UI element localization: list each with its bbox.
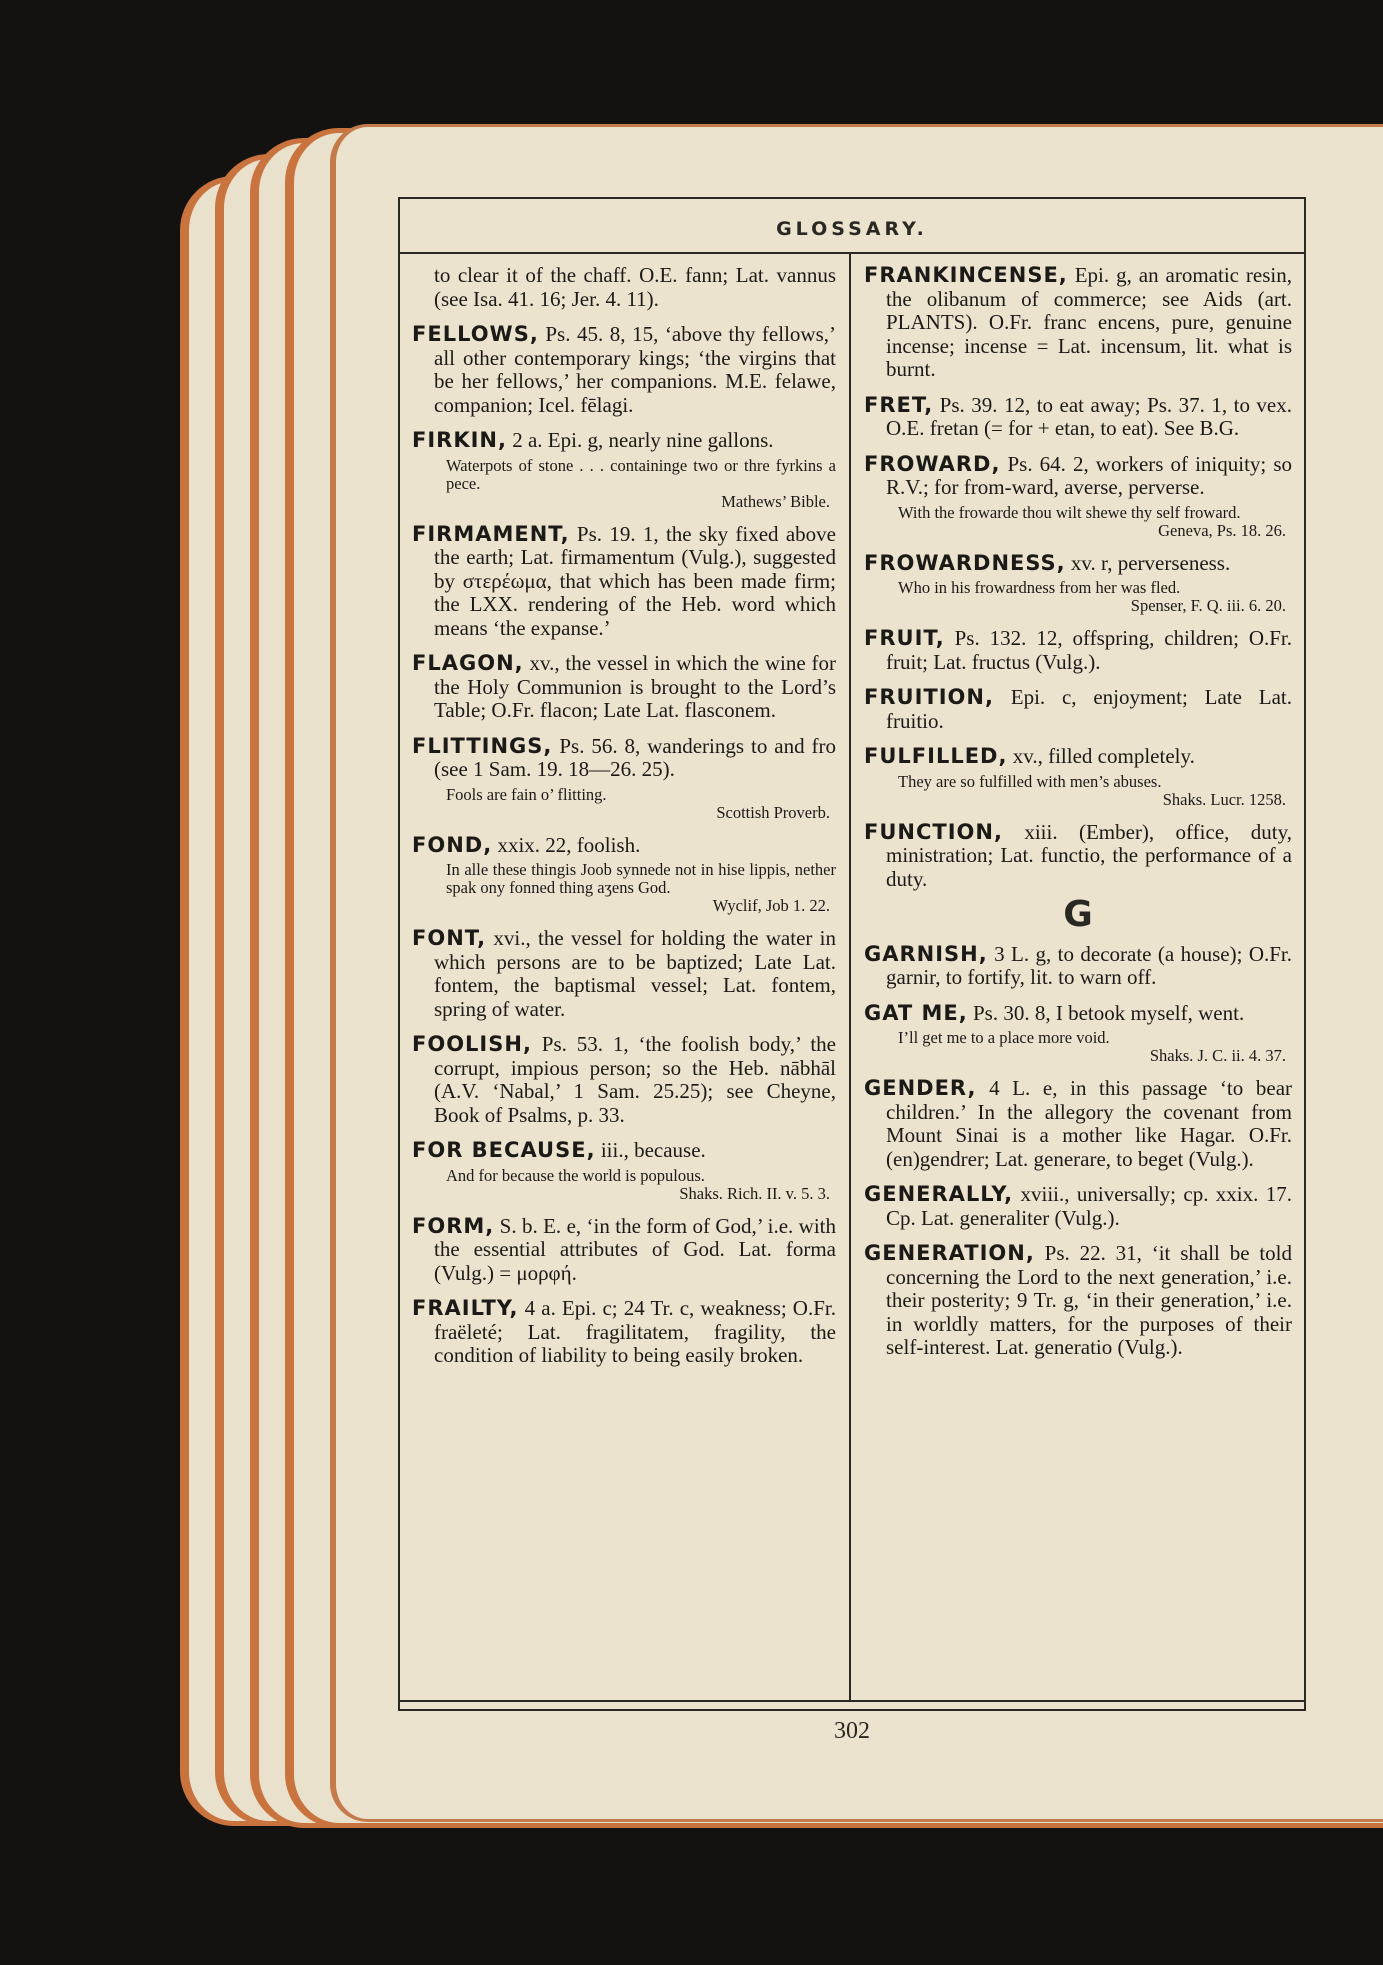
g-entries: [864, 943, 1292, 1360]
headword: FRAILTY,: [412, 1296, 519, 1320]
glossary-entry: [864, 1183, 1292, 1230]
glossary-entry: [864, 686, 1292, 733]
header-rule: [398, 252, 1306, 254]
definition-text: Ps. 64. 2, workers of iniquity; so R.V.; for from-ward, averse, perverse.: [886, 451, 1292, 499]
quotation: [886, 504, 1292, 540]
definition-text: 4 L. e, in this passage ‘to bear children.’ In the allegory the covenant from Mount Sinai is a mother like Hagar. O.Fr. (en)gendrer; Lat. generare, to beget (Vulg.).: [886, 1076, 1293, 1171]
quotation-source: Shaks. Lucr. 1258.: [1162, 789, 1286, 809]
headword: FORM,: [412, 1213, 495, 1238]
headword: FROWARDNESS,: [864, 550, 1066, 575]
glossary-entry: [864, 1077, 1292, 1171]
glossary-entry: [412, 1033, 836, 1127]
definition-text: iii., because.: [600, 1138, 706, 1162]
quotation-source: Spenser, F. Q. iii. 6. 20.: [1130, 596, 1286, 615]
quotation-text: In alle these thingis Joob synnede not in hise lippis, nether spak ony fonned thing aʒens God.: [446, 860, 836, 897]
glossary-entry: [864, 745, 1292, 809]
glossary-entry: [412, 1215, 836, 1286]
quotation: [886, 1029, 1292, 1065]
glossary-entry: [864, 264, 1292, 382]
quotation-source: Geneva, Ps. 18. 26.: [1158, 520, 1286, 540]
quotation-source: Wyclif, Job 1. 22.: [712, 896, 830, 915]
quotation: [886, 773, 1292, 809]
headword: FRANKINCENSE,: [864, 263, 1068, 287]
glossary-entry: [864, 1242, 1292, 1360]
definition-text: xv., the vessel in which the wine for the Holy Communion is brought to the Lord’s Table; O.Fr. flacon; Late Lat. flasconem.: [434, 651, 837, 722]
running-head: GLOSSARY.: [776, 218, 928, 240]
definition-text: 2 a. Epi. g, nearly nine gallons.: [512, 428, 774, 452]
glossary-entry: [412, 1139, 836, 1203]
definition-text: to clear it of the chaff. O.E. fann; Lat. vannus (see Isa. 41. 16; Jer. 4. 11).: [434, 263, 836, 311]
definition-text: xv., filled completely.: [1012, 744, 1195, 768]
definition-text: Ps. 45. 8, 15, ‘above thy fellows,’ all other contemporary kings; ‘the virgins that be her fellows,’ her companions. M.E. felawe, companion; Icel. fēlagi.: [434, 322, 837, 417]
headword: FIRKIN,: [412, 428, 507, 452]
headword: FLITTINGS,: [412, 733, 553, 758]
quotation-source: Scottish Proverb.: [716, 802, 830, 822]
glossary-entry: [864, 627, 1292, 674]
headword: GENERATION,: [864, 1241, 1035, 1265]
quotation-source: Mathews’ Bible.: [721, 491, 830, 511]
definition-text: Ps. 22. 31, ‘it shall be told concerning the Lord to the next generation,’ i.e. their posterity; 9 Tr. g, ‘in their generation,’ i.e. in worldly matters, for the purposes of their self-interest. Lat. generatio (Vulg.).: [886, 1241, 1293, 1359]
quotation-text: Waterpots of stone . . . containinge two or thre fyrkins a pece.: [446, 455, 836, 493]
glossary-entry: [412, 323, 836, 417]
glossary-entry: [412, 1297, 836, 1368]
glossary-entry: [412, 735, 836, 822]
definition-text: xxix. 22, foolish.: [497, 832, 641, 857]
headword: FOOLISH,: [412, 1032, 532, 1056]
quotation: [886, 579, 1292, 615]
glossary-entry: [412, 429, 836, 511]
headword: FROWARD,: [864, 451, 1001, 476]
footer-rule: [398, 1700, 1306, 1702]
quotation: [434, 457, 836, 511]
headword: FUNCTION,: [864, 819, 1003, 844]
definition-text: xviii., universally; cp. xxix. 17. Cp. Lat. generaliter (Vulg.).: [886, 1182, 1293, 1230]
right-column: [864, 264, 1292, 1372]
glossary-entry: [412, 652, 836, 723]
quotation: [434, 786, 836, 822]
definition-text: Ps. 56. 8, wanderings to and fro (see 1 Sam. 19. 18—26. 25).: [434, 733, 836, 781]
glossary-entry: [864, 943, 1292, 990]
headword: FELLOWS,: [412, 322, 539, 346]
quotation-text: I’ll get me to a place more void.: [898, 1028, 1110, 1047]
definition-text: xvi., the vessel for holding the water in which persons are to be baptized; Late Lat. fontem, the baptismal vessel; Lat. fontem, spring of water.: [434, 926, 837, 1021]
quotation-text: And for because the world is populous.: [446, 1165, 705, 1185]
definition-text: Ps. 30. 8, I betook myself, went.: [972, 1000, 1245, 1025]
headword: FRUIT,: [864, 626, 945, 650]
definition-text: Ps. 132. 12, offspring, children; O.Fr. fruit; Lat. fructus (Vulg.).: [886, 626, 1292, 674]
headword: FULFILLED,: [864, 744, 1008, 768]
quotation: [434, 1167, 836, 1203]
glossary-entry: [412, 264, 836, 311]
headword: FOR BECAUSE,: [412, 1138, 596, 1162]
column-rule: [849, 252, 851, 1700]
left-column: [412, 264, 836, 1380]
f-entries: [864, 264, 1292, 891]
glossary-entry: [412, 927, 836, 1021]
definition-text: xiii. (Ember), office, duty, ministration; Lat. functio, the performance of a duty.: [886, 819, 1292, 891]
definition-text: Epi. g, an aromatic resin, the olibanum of commerce; see Aids (art. PLANTS). O.Fr. franc encens, pure, genuine incense; incense = Lat. incensum, lit. what is burnt.: [886, 263, 1292, 381]
definition-text: S. b. E. e, ‘in the form of God,’ i.e. with the essential attributes of God. Lat. forma (Vulg.) = μορφή.: [434, 1213, 836, 1285]
quotation-source: Shaks. J. C. ii. 4. 37.: [1149, 1046, 1286, 1065]
headword: FRET,: [864, 392, 934, 417]
glossary-entry: [864, 552, 1292, 616]
quotation-source: Shaks. Rich. II. v. 5. 3.: [679, 1183, 830, 1203]
glossary-entry: [864, 394, 1292, 441]
definition-text: Epi. c, enjoyment; Late Lat. fruitio.: [886, 685, 1292, 733]
definition-text: Ps. 53. 1, ‘the foolish body,’ the corrupt, impious person; so the Heb. nābhāl (A.V. ‘Nabal,’ 1 Sam. 25.25); see Cheyne, Book of Psalms, p. 33.: [434, 1032, 836, 1127]
headword: FLAGON,: [412, 651, 524, 675]
glossary-entry: [412, 834, 836, 916]
headword: GENERALLY,: [864, 1182, 1014, 1206]
quotation-text: Who in his frowardness from her was fled.: [898, 578, 1181, 597]
quotation-text: Fools are fain o’ flitting.: [446, 784, 607, 804]
definition-text: 3 L. g, to decorate (a house); O.Fr. garnir, to fortify, lit. to warn off.: [886, 941, 1293, 989]
headword: FOND,: [412, 832, 493, 857]
page-number: 302: [834, 1718, 870, 1744]
definition-text: Ps. 19. 1, the sky fixed above the earth; Lat. firmamentum (Vulg.), suggested by στερέωμα, that which has been made firm; the LXX. rendering of the Heb. word which means ‘the expanse.’: [434, 521, 836, 640]
quotation-text: With the frowarde thou wilt shewe thy self froward.: [898, 502, 1241, 522]
glossary-entry: [864, 821, 1292, 892]
definition-text: Ps. 39. 12, to eat away; Ps. 37. 1, to vex. O.E. fretan (= for + etan, to eat). See B.G.: [886, 392, 1293, 440]
headword: FRUITION,: [864, 685, 994, 709]
headword: GARNISH,: [864, 941, 988, 966]
quotation-text: They are so fulfilled with men’s abuses.: [898, 771, 1162, 791]
quotation: [434, 861, 836, 915]
glossary-entry: [412, 523, 836, 641]
headword: FIRMAMENT,: [412, 521, 570, 546]
section-letter-g: G: [1063, 894, 1093, 935]
headword: FONT,: [412, 926, 487, 950]
definition-text: 4 a. Epi. c; 24 Tr. c, weakness; O.Fr. fraëleté; Lat. fragilitatem, fragility, the condition of liability to being easily broken.: [434, 1296, 836, 1367]
glossary-entry: [864, 1002, 1292, 1066]
glossary-entry: [864, 453, 1292, 540]
headword: GAT ME,: [864, 1000, 968, 1025]
headword: GENDER,: [864, 1076, 977, 1100]
definition-text: xv. r, perverseness.: [1070, 550, 1231, 575]
